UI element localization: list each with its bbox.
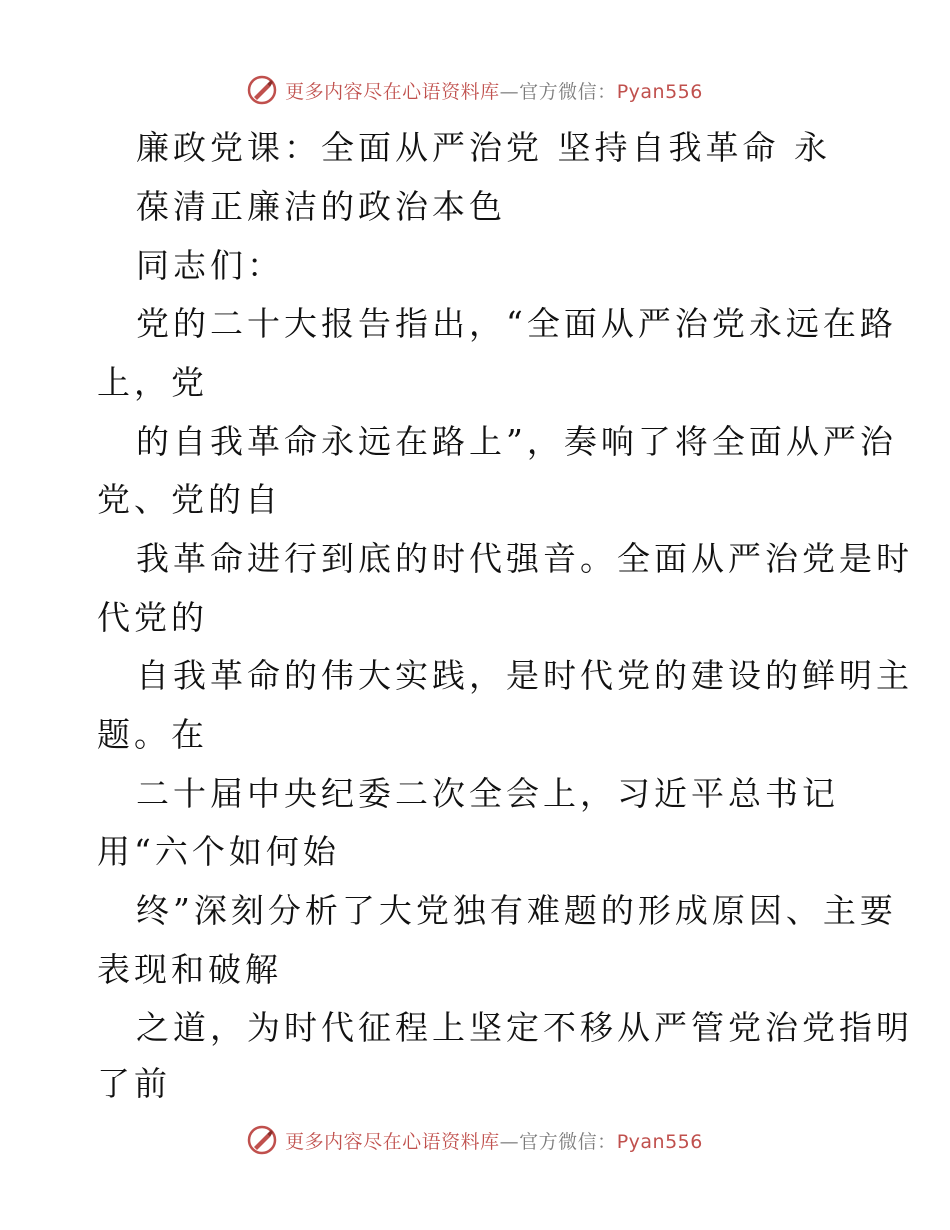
header-watermark-banner [0,70,950,110]
document-title-line-2: 葆清正廉洁的政治本色 [136,187,506,226]
paragraph-line: 自我革命的伟大实践，是时代党的建设的鲜明主 [136,656,913,695]
header-brand-text: 更多内容尽在心语资料库 [285,80,500,103]
paragraph-line: 代党的 [97,598,208,637]
document-title-line-1: 廉政党课：全面从严治党 坚持自我革命 永 [136,128,831,167]
paragraph-line: 题。在 [97,715,208,754]
pen-logo-icon [247,75,277,105]
paragraph-line: 终”深刻分析了大党独有难题的形成原因、主要 [136,891,897,930]
paragraph-line: 党的二十大报告指出，“全面从严治党永远在路 [136,304,897,343]
footer-brand-text: 更多内容尽在心语资料库 [285,1130,500,1153]
paragraph-line: 用“六个如何始 [97,832,340,871]
pen-logo-icon [247,1125,277,1155]
salutation: 同志们： [136,246,284,285]
paragraph-line: 我革命进行到底的时代强音。全面从严治党是时 [136,539,913,578]
header-banner-text [285,77,703,104]
paragraph-line: 党、党的自 [97,480,282,519]
paragraph-line: 二十届中央纪委二次全会上，习近平总书记 [136,774,839,813]
header-wechat-id: Pyan556 [616,80,703,103]
header-separator: — [499,80,520,103]
header-wechat-label: 官方微信： [519,80,617,103]
paragraph-line: 的自我革命永远在路上”，奏响了将全面从严治 [136,422,897,461]
footer-watermark-banner [0,1120,950,1160]
paragraph-line: 了前 [97,1064,171,1103]
paragraph-line: 表现和破解 [97,950,282,989]
paragraph-line: 之道，为时代征程上坚定不移从严管党治党指明 [136,1008,913,1047]
footer-wechat-label: 官方微信： [519,1130,617,1153]
footer-separator: — [499,1130,520,1153]
paragraph-line: 上，党 [97,363,208,402]
footer-wechat-id: Pyan556 [616,1130,703,1153]
footer-banner-text [285,1127,703,1154]
